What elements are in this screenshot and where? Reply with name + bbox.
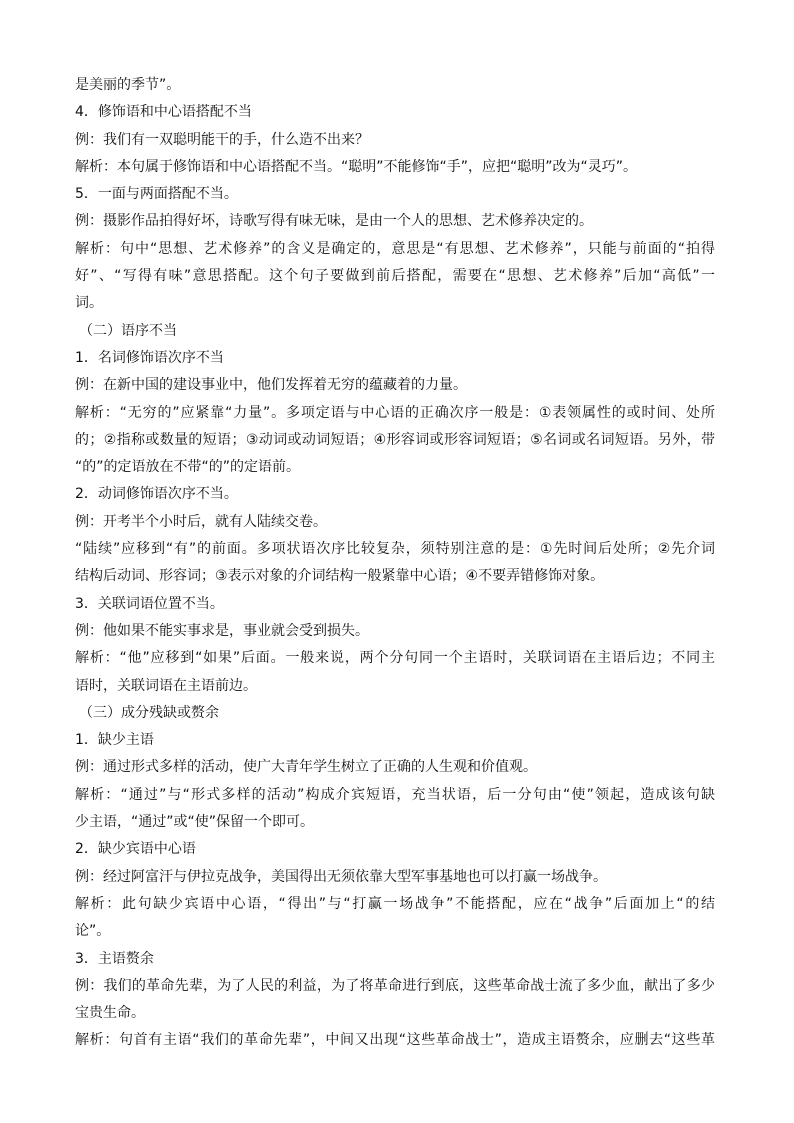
example-line: 宝贵生命。	[75, 1005, 145, 1022]
analysis-line: 解析：句首有主语“我们的革命先辈”，中间又出现“这些革命战士”，造成主语赘余，应删去“这些革	[75, 1032, 715, 1049]
analysis-line: 解析：“他”应移到“如果”后面。一般来说，两个分句同一个主语时，关联词语在主语后边；不同主	[75, 650, 715, 667]
subsection-heading: （三）成分残缺或赘余	[79, 704, 219, 721]
analysis-line: 论”。	[75, 923, 111, 940]
document-body	[75, 72, 715, 1055]
analysis-line: 语时，关联词语在主语前边。	[75, 677, 257, 694]
section-heading: 2．缺少宾语中心语	[75, 841, 196, 858]
example-line: 例：他如果不能实事求是，事业就会受到损失。	[75, 622, 369, 639]
section-heading: 3．关联词语位置不当。	[75, 595, 224, 612]
example-line: 例：我们有一双聪明能干的手，什么造不出来？	[75, 131, 369, 148]
analysis-line: 词。	[75, 295, 103, 312]
analysis-line: 结构后动词、形容词；③表示对象的介词结构一般紧靠中心语；④不要弄错修饰对象。	[75, 568, 605, 585]
analysis-line: 解析：本句属于修饰语和中心语搭配不当。“聪明”不能修饰“手”，应把“聪明”改为“灵巧”。	[75, 158, 638, 175]
section-heading: 5．一面与两面搭配不当。	[75, 186, 238, 203]
subsection-heading: （二）语序不当	[79, 322, 177, 339]
analysis-line: 解析：“通过”与“形式多样的活动”构成介宾短语，充当状语，后一分句由“使”领起，造成该句缺	[75, 786, 715, 803]
example-line: 例：通过形式多样的活动，使广大青年学生树立了正确的人生观和价值观。	[75, 759, 537, 776]
section-heading: 3．主语赘余	[75, 950, 154, 967]
analysis-line: “的”的定语放在不带“的”的定语前。	[75, 459, 301, 476]
analysis-line: 的；②指称或数量的短语；③动词或动词短语；④形容词或形容词短语；⑤名词或名词短语。另外，带	[75, 431, 715, 448]
example-line: 例：我们的革命先辈，为了人民的利益，为了将革命进行到底，这些革命战士流了多少血，献出了多少	[75, 977, 715, 994]
example-line: 例：在新中国的建设事业中，他们发挥着无穷的蕴藏着的力量。	[75, 377, 467, 394]
analysis-line: 少主语，“通过”或“使”保留一个即可。	[75, 814, 315, 831]
section-heading: 4．修饰语和中心语搭配不当	[75, 104, 252, 121]
analysis-line: 解析：此句缺少宾语中心语，“得出”与“打赢一场战争”不能搭配，应在“战争”后面加上“的结	[75, 895, 715, 912]
example-line: 例：摄影作品拍得好坏，诗歌写得有味无味，是由一个人的思想、艺术修养决定的。	[75, 213, 593, 230]
example-line: 例：经过阿富汗与伊拉克战争，美国得出无须依靠大型军事基地也可以打赢一场战争。	[75, 868, 607, 885]
text-line: 是美丽的季节”。	[75, 77, 181, 93]
analysis-line: 解析：“无穷的”应紧靠“力量”。多项定语与中心语的正确次序一般是：①表领属性的或时间、处所	[75, 404, 715, 421]
section-heading: 1．缺少主语	[75, 732, 154, 749]
analysis-line: 解析：句中“思想、艺术修养”的含义是确定的，意思是“有思想、艺术修养”，只能与前面的“拍得	[75, 240, 715, 257]
section-heading: 2．动词修饰语次序不当。	[75, 486, 238, 503]
analysis-line: 好”、“写得有味”意思搭配。这个句子要做到前后搭配，需要在“思想、艺术修养”后加“高低”一	[75, 268, 715, 285]
example-line: 例：开考半个小时后，就有人陆续交卷。	[75, 513, 327, 530]
analysis-line: “陆续”应移到“有”的前面。多项状语次序比较复杂，须特别注意的是：①先时间后处所；②先介词	[75, 541, 715, 558]
section-heading: 1．名词修饰语次序不当	[75, 349, 224, 366]
